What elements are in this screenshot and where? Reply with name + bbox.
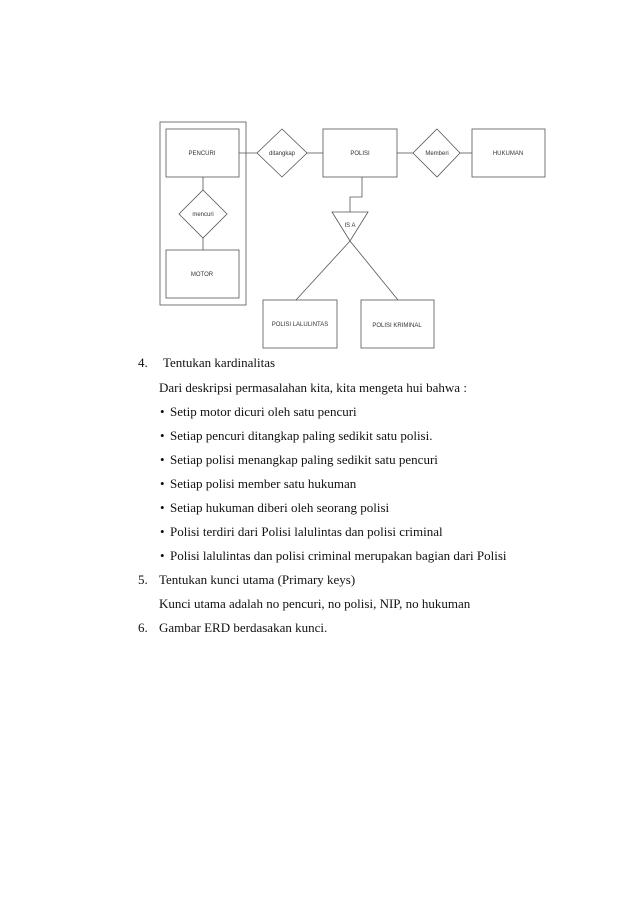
- entity-motor-label: MOTOR: [190, 272, 214, 278]
- bullet-item: Polisi lalulintas dan polisi criminal merupakan bagian dari Polisi: [170, 548, 507, 563]
- relationship-memberi-label: Memberi: [425, 151, 449, 157]
- entity-pencuri-label: PENCURI: [188, 151, 216, 157]
- relationship-mencuri-label: mencuri: [192, 212, 214, 218]
- entity-hukuman-label: HUKUMAN: [492, 151, 524, 157]
- connector: [296, 241, 350, 300]
- erd-diagram: [0, 0, 638, 360]
- connector: [350, 177, 362, 212]
- bullet-symbol: •: [160, 548, 165, 563]
- item-6-heading: Gambar ERD berdasakan kunci.: [159, 620, 328, 635]
- item-6-number: 6.: [138, 620, 148, 635]
- bullet-symbol: •: [160, 404, 165, 419]
- item-4-heading: Tentukan kardinalitas: [163, 355, 276, 370]
- item-5-body: Kunci utama adalah no pencuri, no polisi, NIP, no hukuman: [159, 596, 471, 611]
- item-4-intro: Dari deskripsi permasalahan kita, kita mengeta hui bahwa :: [159, 380, 467, 395]
- bullet-item: Setip motor dicuri oleh satu pencuri: [170, 404, 357, 419]
- entity-polisi-lalulintas-label: POLISI LALULINTAS: [271, 322, 329, 328]
- bullet-item: Setiap polisi member satu hukuman: [170, 476, 357, 491]
- bullet-symbol: •: [160, 452, 165, 467]
- connector: [350, 241, 398, 300]
- relationship-ditangkap-label: ditangkap: [268, 151, 296, 157]
- bullet-item: Setiap polisi menangkap paling sedikit satu pencuri: [170, 452, 438, 467]
- item-5-heading: Tentukan kunci utama (Primary keys): [159, 572, 356, 587]
- bullet-item: Polisi terdiri dari Polisi lalulintas dan polisi criminal: [170, 524, 443, 539]
- isa-label: IS A: [344, 223, 356, 229]
- bullet-symbol: •: [160, 524, 165, 539]
- bullet-symbol: •: [160, 428, 165, 443]
- bullet-symbol: •: [160, 476, 165, 491]
- item-5-number: 5.: [138, 572, 148, 587]
- item-4-number: 4.: [138, 355, 148, 370]
- entity-polisi-label: POLISI: [350, 151, 370, 157]
- bullet-symbol: •: [160, 500, 165, 515]
- entity-polisi-kriminal-label: POLISI KRIMINAL: [372, 323, 422, 329]
- bullet-item: Setiap hukuman diberi oleh seorang polisi: [170, 500, 390, 515]
- bullet-item: Setiap pencuri ditangkap paling sedikit satu polisi.: [170, 428, 433, 443]
